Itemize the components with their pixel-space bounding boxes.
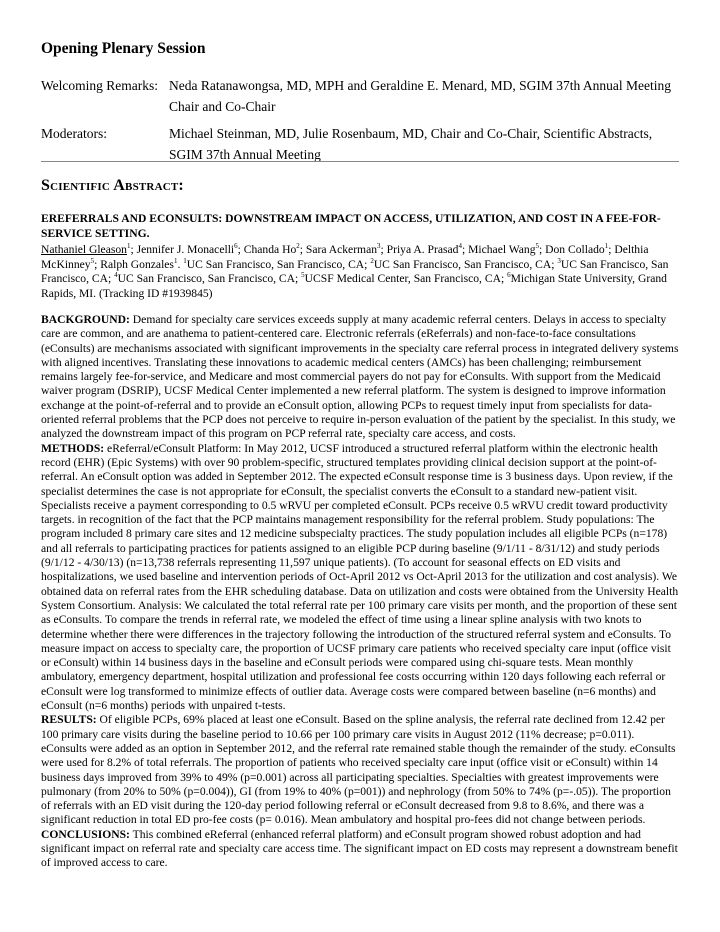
affiliation: UC San Francisco, San Francisco, CA; [373, 257, 558, 271]
moderators-text: Michael Steinman, MD, Julie Rosenbaum, MD, Chair and Co-Chair, Scientific Abstracts, SGIM 37th Annual Meeting [169, 126, 653, 162]
results-label: RESULTS: [41, 713, 97, 727]
abstract-title: EREFERRALS AND ECONSULTS: DOWNSTREAM IMPACT ON ACCESS, UTILIZATION, AND COST IN A FEE-FOR-SERVICE SETTING. [41, 212, 661, 240]
welcoming-remarks-text: Neda Ratanawongsa, MD, MPH and Geraldine E. Menard, MD, SGIM 37th Annual Meeting Chair and Co-Chair [169, 78, 672, 114]
affiliation: UC San Francisco, San Francisco, CA; [41, 257, 669, 285]
section-divider [41, 161, 679, 162]
welcoming-remarks-label: Welcoming Remarks: [41, 78, 159, 93]
conclusions-label: CONCLUSIONS: [41, 827, 130, 841]
affiliation-number: 1 [183, 256, 187, 265]
results-paragraph [41, 713, 681, 827]
author: ; Priya A. Prasad [380, 243, 459, 256]
author-affiliation-sup: 1 [604, 242, 609, 251]
background-label: BACKGROUND: [41, 313, 130, 326]
results-text: Of eligible PCPs, 69% placed at least one eConsult. Based on the spline analysis, the referral rate declined from 12.42 per 100 primary care visits during the baseline period to 10.66 per 100 primary care visits in August 2012 (11% decrease; p=0.011). eConsults were added as an option in September 2012, and the referral rate remained stable though the remainder of the study. eConsults were used for 8.2% of total referrals. The proportion of patients who received specialty care input (office visit or eConsult) within 14 business days improved from 39% to 49% (p=0.001) across all participating specialties. Specialties with greatest improvements were pulmonary (from 20% to 50% (p=0.004)), GI (from 19% to 40% (p=001)) and nephrology (from 50% to 74% (p=-.05)). The proportion of referrals with an ED visit during the 120-day period following referral or eConsult decreased from 9.8 to 8.6%, and there was a significant reduction in total ED pro-fee costs (p= 0.016). Mean ambulatory and hospital pro-fees did not change between periods. [41, 713, 676, 827]
conclusions-text: This combined eReferral (enhanced referral platform) and eConsult program showed robust adoption and had significant impact on referral rate and specialty care access time. The significant impact on ED costs may represent a downstream benefit of improved access to care. [41, 827, 678, 870]
methods-paragraph [41, 442, 681, 714]
author-affiliation-sup: 1 [173, 256, 178, 265]
affiliation-number: 5 [301, 271, 305, 280]
affiliation-separator: . [177, 257, 184, 271]
session-title: Opening Plenary Session [41, 40, 206, 57]
author-affiliation-sup: 4 [458, 242, 462, 251]
author: ; Jennifer J. Monacelli [130, 243, 235, 256]
author-affiliation-sup: 1 [126, 242, 131, 251]
lead-author: Nathaniel Gleason [41, 243, 127, 256]
author-affiliation-sup: 5 [90, 256, 95, 265]
author-list [41, 243, 681, 301]
section-heading: Scientific Abstract: [41, 177, 184, 194]
background-paragraph [41, 313, 681, 442]
affiliation: UC San Francisco, San Francisco, CA; [186, 257, 371, 271]
affiliation: UCSF Medical Center, San Francisco, CA; [304, 272, 508, 285]
background-text: Demand for specialty care services exceeds supply at many academic referral centers. Delays in access to specialty care are common, and are anathema to patient-centered care. Electronic referrals (eReferrals) and non-face-to-face consultations (eConsults) are mechanisms associated with significant improvements in the specialty care referral process in integrated delivery systems with aligned incentives. Translating these innovations to academic medical centers (AMCs) has been challenging; reimbursement remains largely fee-for-service, and Medicare and most commercial payers do not pay for eConsults. With support from the Medicaid waiver program (DSRIP), UCSF Medical Center implemented a new referral platform. The system is designed to improve information exchange at the point-of-referral and to provide an eConsult option, allowing PCPs to request timely input from specialists for data-oriented referral problems that the PCP does not perceive to require in-person evaluation of the patient by the specialist. In this study, we analyzed the downstream impact of this program on PCP referral rate, specialty care access, and costs. [41, 313, 679, 441]
affiliation-number: 6 [507, 271, 511, 280]
author-affiliation-sup: 6 [234, 242, 238, 251]
abstract-body [41, 313, 681, 871]
author: ; Chanda Ho [237, 243, 297, 256]
methods-text: eReferral/eConsult Platform: In May 2012, UCSF introduced a structured referral platform within the electronic health record (EHR) (Epic Systems) with over 90 problem-specific, structured templates providing clinical decision support at the point-of-referral. An eConsult option was added in September 2012. The expected eConsult response time is 3 business days. Upon review, if the specialist determines the case is not appropriate for eConsult, the specialist converts the eConsult to a standard new-patient visit. Specialists receive a payment corresponding to 0.5 wRVU per completed eConsult. PCPs receive 0.5 wRVU credit toward productivity targets. in recognition of the fact that the PCP maintains management responsibility for the referral problem. Study populations: The program included 8 primary care sites and 12 medicine subspecialty practices. The study population includes all eligible PCPs (n=178) and all referrals to participating practices for patients assigned to an eligible PCP during baseline (9/1/11 - 8/31/12) and study periods (9/1/12 - 4/30/13) (n=13,738 referrals representing 11,597 unique patients). (To account for seasonal effects on ED visits and hospitalizations, we used baseline and intervention periods of Oct-April 2012 vs Oct-April 2013 for the utilization and cost analysis). We obtained data on referral rates from the EHR scheduling database. Data on utilization and costs were obtained from the University Health System Consortium. Analysis: We calculated the total referral rate per 100 primary care visits per month, and the proportion of these sent as eConsults. To compare the trends in referral rate, we modeled the effect of time using a linear spline analysis with two knots to determine whether there were differences in the trajectory following the introduction of the structured referral system and eConsults. To measure impact on access to specialty care, the proportion of UCSF primary care patients who received specialty care input (office visit or eConsult) within 14 business days in the baseline and eConsult periods were compared using chi-square tests. Mean monthly ambulatory, emergency department, hospital utilization and professional fee costs occurring within 120 days following each referral or eConsult were log transformed to minimize effects of outlier data. Average costs were compared between baseline (n=6 months) and eConsult (n=6 months) periods with unpaired t-tests. [41, 441, 679, 713]
author: ; Ralph Gonzales [94, 257, 174, 271]
affiliation-number: 3 [557, 256, 561, 265]
affiliation-number: 2 [370, 256, 374, 265]
conclusions-paragraph [41, 828, 681, 871]
affiliation: Michigan State University, Grand Rapids, MI. (Tracking ID #1939845) [41, 272, 667, 300]
author: ; Sara Ackerman [299, 243, 378, 256]
author-affiliation-sup: 3 [377, 242, 381, 251]
author-affiliation-sup: 2 [296, 242, 300, 251]
author: ; Don Collado [539, 243, 605, 256]
moderators-label: Moderators: [41, 126, 107, 141]
author-affiliation-sup: 5 [535, 242, 540, 251]
author: ; Delthia McKinney [41, 243, 649, 271]
author: ; Michael Wang [461, 243, 536, 256]
affiliation: UC San Francisco, San Francisco, CA; [117, 272, 302, 285]
methods-label: METHODS: [41, 441, 105, 455]
affiliation-number: 4 [114, 271, 118, 280]
